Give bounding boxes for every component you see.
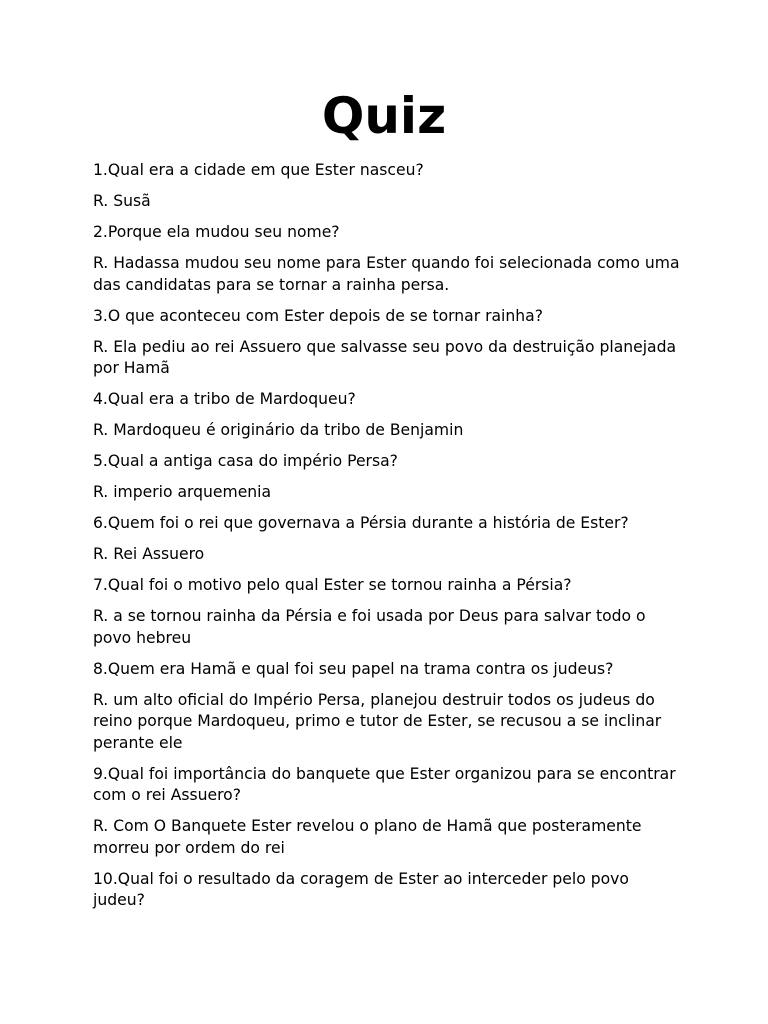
question-1: 1.Qual era a cidade em que Ester nasceu?	[93, 161, 424, 179]
answer-8: R. um alto oficial do Império Persa, planejou destruir todos os judeus do reino porque Mardoqueu, primo e tutor de Ester, se recusou a se inclinar perante ele	[93, 690, 662, 752]
answer-1: R. Susã	[93, 192, 151, 210]
page-title: Quiz	[321, 87, 447, 145]
answer-7: R. a se tornou rainha da Pérsia e foi usada por Deus para salvar todo o povo hebreu	[93, 607, 646, 647]
quiz-body	[93, 160, 683, 921]
question-7: 7.Qual foi o motivo pelo qual Ester se tornou rainha a Pérsia?	[93, 576, 572, 594]
question-5: 5.Qual a antiga casa do império Persa?	[93, 452, 398, 470]
answer-3: R. Ela pediu ao rei Assuero que salvasse seu povo da destruição planejada por Hamã	[93, 337, 677, 377]
question-2: 2.Porque ela mudou seu nome?	[93, 223, 340, 241]
answer-9: R. Com O Banquete Ester revelou o plano de Hamã que posteramente morreu por ordem do rei	[93, 817, 642, 857]
question-3: 3.O que aconteceu com Ester depois de se tornar rainha?	[93, 306, 543, 325]
answer-4: R. Mardoqueu é originário da tribo de Benjamin	[93, 421, 464, 439]
answer-2: R. Hadassa mudou seu nome para Ester quando foi selecionada como uma das candidatas para se tornar a rainha persa.	[93, 254, 680, 294]
answer-5: R. imperio arquemenia	[93, 483, 272, 501]
question-8: 8.Quem era Hamã e qual foi seu papel na trama contra os judeus?	[93, 659, 614, 678]
question-9: 9.Qual foi importância do banquete que Ester organizou para se encontrar com o rei Assuero?	[93, 764, 676, 804]
question-6: 6.Quem foi o rei que governava a Pérsia durante a história de Ester?	[93, 514, 629, 532]
question-10: 10.Qual foi o resultado da coragem de Ester ao interceder pelo povo judeu?	[93, 869, 629, 909]
answer-6: R. Rei Assuero	[93, 545, 205, 563]
question-4: 4.Qual era a tribo de Mardoqueu?	[93, 390, 356, 408]
